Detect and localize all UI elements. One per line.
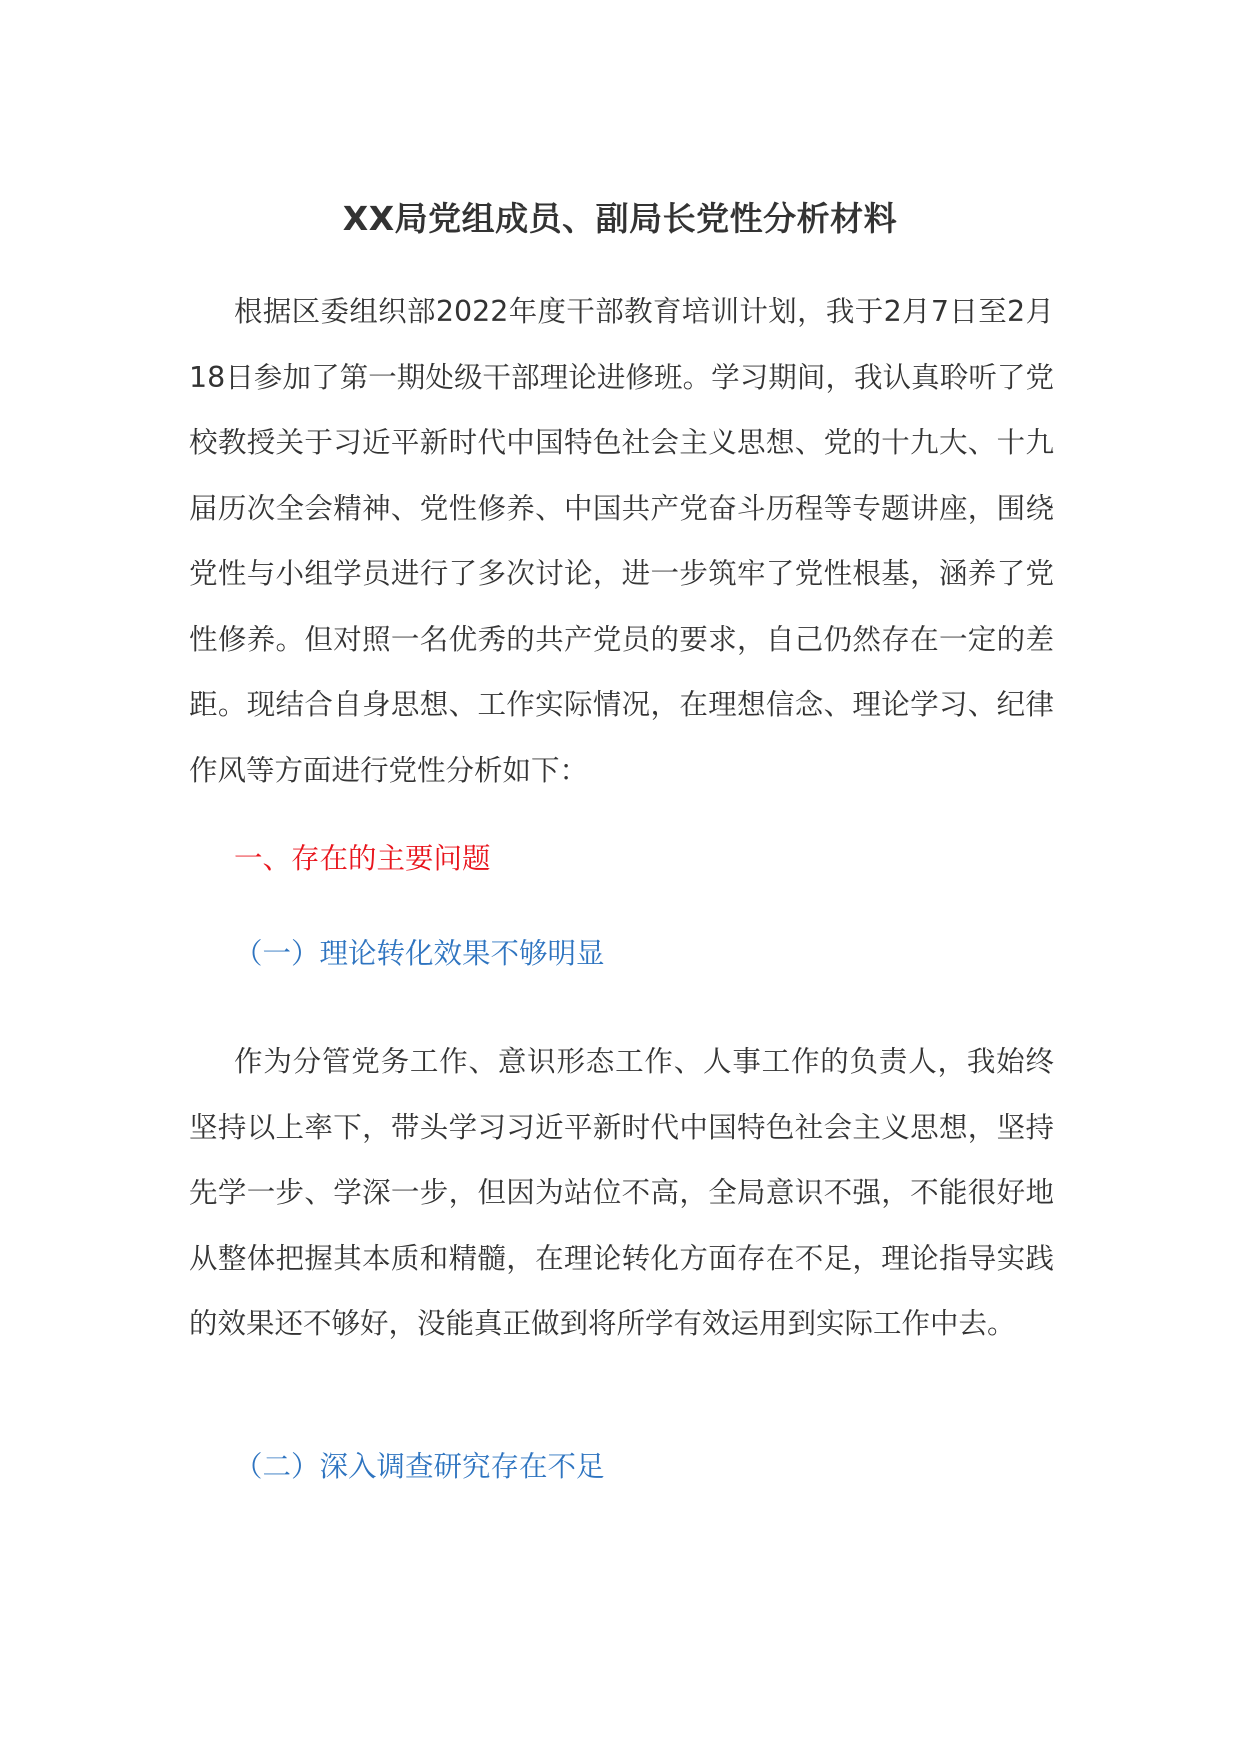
section-heading-main-problems: 一、存在的主要问题 [234,842,491,875]
intro-paragraph: 根据区委组织部2022年度干部教育培训计划，我于2月7日至2月18日参加了第一期处级干部理论进修班。学习期间，我认真聆听了党校教授关于习近平新时代中国特色社会主义思想、党的十九大、十九届历次全会精神、党性修养、中国共产党奋斗历程等专题讲座，围绕党性与小组学员进行了多次讨论，进一步筑牢了党性根基，涵养了党性修养。但对照一名优秀的共产党员的要求，自己仍然存在一定的差距。现结合自身思想、工作实际情况，在理想信念、理论学习、纪律作风等方面进行党性分析如下： [189,295,1054,787]
document-title: XX局党组成员、副局长党性分析材料 [342,199,898,238]
subsection-heading-investigation-research: （二）深入调查研究存在不足 [234,1450,605,1483]
subsection-heading-theory-transformation: （一）理论转化效果不够明显 [234,937,605,970]
subsection-paragraph-theory-transformation: 作为分管党务工作、意识形态工作、人事工作的负责人，我始终坚持以上率下，带头学习习近平新时代中国特色社会主义思想，坚持先学一步、学深一步，但因为站位不高，全局意识不强，不能很好地从整体把握其本质和精髓，在理论转化方面存在不足，理论指导实践的效果还不够好，没能真正做到将所学有效运用到实际工作中去。 [189,1045,1054,1340]
